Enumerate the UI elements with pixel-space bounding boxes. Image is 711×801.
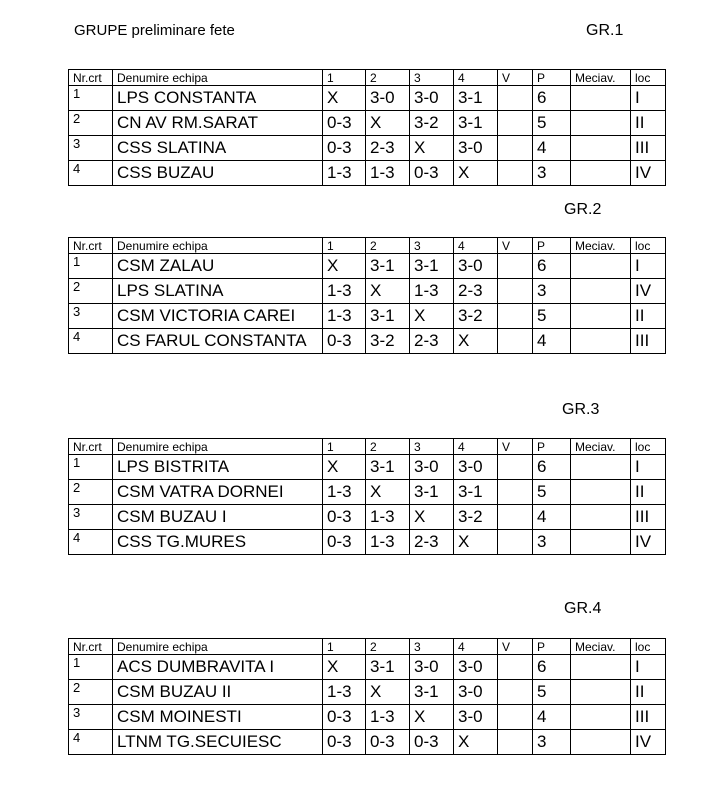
row-nr: 2 bbox=[69, 111, 113, 136]
team-name: CSM VATRA DORNEI bbox=[113, 480, 323, 505]
result-1: 0-3 bbox=[323, 329, 366, 354]
row-nr: 1 bbox=[69, 455, 113, 480]
meciav bbox=[571, 455, 631, 480]
table-row bbox=[69, 111, 666, 136]
group-2-table bbox=[68, 237, 666, 354]
points: 5 bbox=[533, 480, 571, 505]
meciav bbox=[571, 655, 631, 680]
result-4: 3-2 bbox=[454, 505, 498, 530]
row-nr: 2 bbox=[69, 480, 113, 505]
header-3: 3 bbox=[410, 639, 454, 655]
row-nr: 1 bbox=[69, 86, 113, 111]
result-2: X bbox=[366, 680, 410, 705]
points: 4 bbox=[533, 136, 571, 161]
header-nr: Nr.crt bbox=[69, 238, 113, 254]
document-title: GRUPE preliminare fete bbox=[74, 22, 235, 39]
row-nr: 3 bbox=[69, 304, 113, 329]
result-1: 0-3 bbox=[323, 730, 366, 755]
header-meciav: Meciav. bbox=[571, 639, 631, 655]
victories bbox=[498, 329, 533, 354]
place: II bbox=[631, 480, 666, 505]
victories bbox=[498, 279, 533, 304]
result-1: X bbox=[323, 455, 366, 480]
place: III bbox=[631, 505, 666, 530]
place: IV bbox=[631, 161, 666, 186]
header-3: 3 bbox=[410, 238, 454, 254]
team-name: CSM MOINESTI bbox=[113, 705, 323, 730]
group-4-table bbox=[68, 638, 666, 755]
header-team: Denumire echipa bbox=[113, 439, 323, 455]
result-2: 3-1 bbox=[366, 254, 410, 279]
result-3: 3-1 bbox=[410, 254, 454, 279]
header-nr: Nr.crt bbox=[69, 639, 113, 655]
result-1: X bbox=[323, 655, 366, 680]
header-team: Denumire echipa bbox=[113, 639, 323, 655]
victories bbox=[498, 136, 533, 161]
points: 3 bbox=[533, 279, 571, 304]
meciav bbox=[571, 161, 631, 186]
meciav bbox=[571, 86, 631, 111]
meciav bbox=[571, 279, 631, 304]
result-3: X bbox=[410, 705, 454, 730]
header-v: V bbox=[498, 439, 533, 455]
result-2: 1-3 bbox=[366, 530, 410, 555]
result-3: 2-3 bbox=[410, 530, 454, 555]
place: I bbox=[631, 254, 666, 279]
result-2: X bbox=[366, 480, 410, 505]
group-3-table bbox=[68, 438, 666, 555]
result-1: 0-3 bbox=[323, 705, 366, 730]
table-row bbox=[69, 505, 666, 530]
group-2-label: GR.2 bbox=[564, 201, 602, 218]
victories bbox=[498, 680, 533, 705]
header-p: P bbox=[533, 639, 571, 655]
table-row bbox=[69, 161, 666, 186]
meciav bbox=[571, 254, 631, 279]
result-4: 3-0 bbox=[454, 705, 498, 730]
result-1: 1-3 bbox=[323, 480, 366, 505]
table-row bbox=[69, 86, 666, 111]
row-nr: 3 bbox=[69, 705, 113, 730]
team-name: LPS CONSTANTA bbox=[113, 86, 323, 111]
header-meciav: Meciav. bbox=[571, 439, 631, 455]
header-loc: loc bbox=[631, 238, 666, 254]
table-row bbox=[69, 455, 666, 480]
table-row bbox=[69, 254, 666, 279]
result-4: 3-0 bbox=[454, 136, 498, 161]
header-loc: loc bbox=[631, 439, 666, 455]
result-3: 2-3 bbox=[410, 329, 454, 354]
meciav bbox=[571, 730, 631, 755]
place: IV bbox=[631, 279, 666, 304]
header-2: 2 bbox=[366, 439, 410, 455]
result-3: 0-3 bbox=[410, 161, 454, 186]
result-2: 3-0 bbox=[366, 86, 410, 111]
result-2: 0-3 bbox=[366, 730, 410, 755]
header-row bbox=[69, 439, 666, 455]
place: II bbox=[631, 304, 666, 329]
header-1: 1 bbox=[323, 439, 366, 455]
header-2: 2 bbox=[366, 70, 410, 86]
header-v: V bbox=[498, 238, 533, 254]
header-1: 1 bbox=[323, 639, 366, 655]
header-loc: loc bbox=[631, 639, 666, 655]
header-4: 4 bbox=[454, 439, 498, 455]
victories bbox=[498, 730, 533, 755]
header-nr: Nr.crt bbox=[69, 70, 113, 86]
result-4: 3-2 bbox=[454, 304, 498, 329]
points: 6 bbox=[533, 86, 571, 111]
table-row bbox=[69, 655, 666, 680]
header-4: 4 bbox=[454, 70, 498, 86]
header-4: 4 bbox=[454, 238, 498, 254]
result-4: 3-0 bbox=[454, 254, 498, 279]
header-v: V bbox=[498, 639, 533, 655]
table-row bbox=[69, 680, 666, 705]
result-2: 3-2 bbox=[366, 329, 410, 354]
points: 6 bbox=[533, 254, 571, 279]
result-4: 2-3 bbox=[454, 279, 498, 304]
header-2: 2 bbox=[366, 238, 410, 254]
victories bbox=[498, 86, 533, 111]
result-2: 1-3 bbox=[366, 505, 410, 530]
result-3: X bbox=[410, 136, 454, 161]
result-3: 3-2 bbox=[410, 111, 454, 136]
points: 6 bbox=[533, 655, 571, 680]
team-name: CSS SLATINA bbox=[113, 136, 323, 161]
row-nr: 3 bbox=[69, 505, 113, 530]
group-4-label: GR.4 bbox=[564, 600, 602, 617]
result-4: 3-1 bbox=[454, 480, 498, 505]
result-1: 0-3 bbox=[323, 111, 366, 136]
team-name: CSS BUZAU bbox=[113, 161, 323, 186]
header-meciav: Meciav. bbox=[571, 238, 631, 254]
header-nr: Nr.crt bbox=[69, 439, 113, 455]
group-1-table bbox=[68, 69, 666, 186]
place: II bbox=[631, 111, 666, 136]
row-nr: 2 bbox=[69, 279, 113, 304]
result-2: 3-1 bbox=[366, 455, 410, 480]
row-nr: 4 bbox=[69, 530, 113, 555]
result-3: X bbox=[410, 505, 454, 530]
victories bbox=[498, 655, 533, 680]
result-3: 3-1 bbox=[410, 680, 454, 705]
table-row bbox=[69, 480, 666, 505]
result-4: X bbox=[454, 530, 498, 555]
meciav bbox=[571, 705, 631, 730]
result-1: 1-3 bbox=[323, 680, 366, 705]
meciav bbox=[571, 530, 631, 555]
team-name: CSM ZALAU bbox=[113, 254, 323, 279]
meciav bbox=[571, 329, 631, 354]
team-name: CSM BUZAU I bbox=[113, 505, 323, 530]
result-1: X bbox=[323, 86, 366, 111]
result-1: X bbox=[323, 254, 366, 279]
team-name: ACS DUMBRAVITA I bbox=[113, 655, 323, 680]
header-3: 3 bbox=[410, 439, 454, 455]
team-name: LPS SLATINA bbox=[113, 279, 323, 304]
result-3: 3-1 bbox=[410, 480, 454, 505]
table-row bbox=[69, 530, 666, 555]
table-row bbox=[69, 136, 666, 161]
result-1: 1-3 bbox=[323, 304, 366, 329]
group-3-label: GR.3 bbox=[562, 401, 600, 418]
victories bbox=[498, 254, 533, 279]
table-row bbox=[69, 279, 666, 304]
points: 4 bbox=[533, 329, 571, 354]
team-name: CSM VICTORIA CAREI bbox=[113, 304, 323, 329]
team-name: LPS BISTRITA bbox=[113, 455, 323, 480]
result-1: 0-3 bbox=[323, 505, 366, 530]
row-nr: 4 bbox=[69, 329, 113, 354]
points: 4 bbox=[533, 505, 571, 530]
result-3: 0-3 bbox=[410, 730, 454, 755]
points: 3 bbox=[533, 530, 571, 555]
victories bbox=[498, 480, 533, 505]
table-row bbox=[69, 730, 666, 755]
table-row bbox=[69, 329, 666, 354]
victories bbox=[498, 505, 533, 530]
team-name: CSS TG.MURES bbox=[113, 530, 323, 555]
header-3: 3 bbox=[410, 70, 454, 86]
result-4: 3-0 bbox=[454, 680, 498, 705]
header-loc: loc bbox=[631, 70, 666, 86]
victories bbox=[498, 304, 533, 329]
header-row bbox=[69, 70, 666, 86]
group-1-label: GR.1 bbox=[586, 22, 624, 39]
place: III bbox=[631, 329, 666, 354]
row-nr: 1 bbox=[69, 655, 113, 680]
result-1: 1-3 bbox=[323, 161, 366, 186]
team-name: CS FARUL CONSTANTA bbox=[113, 329, 323, 354]
header-v: V bbox=[498, 70, 533, 86]
row-nr: 3 bbox=[69, 136, 113, 161]
header-2: 2 bbox=[366, 639, 410, 655]
meciav bbox=[571, 505, 631, 530]
row-nr: 2 bbox=[69, 680, 113, 705]
victories bbox=[498, 161, 533, 186]
points: 3 bbox=[533, 161, 571, 186]
team-name: CN AV RM.SARAT bbox=[113, 111, 323, 136]
points: 5 bbox=[533, 304, 571, 329]
result-4: X bbox=[454, 161, 498, 186]
meciav bbox=[571, 480, 631, 505]
place: IV bbox=[631, 530, 666, 555]
victories bbox=[498, 455, 533, 480]
table-row bbox=[69, 304, 666, 329]
result-2: 2-3 bbox=[366, 136, 410, 161]
team-name: CSM BUZAU II bbox=[113, 680, 323, 705]
points: 5 bbox=[533, 680, 571, 705]
header-1: 1 bbox=[323, 70, 366, 86]
header-row bbox=[69, 238, 666, 254]
result-3: 1-3 bbox=[410, 279, 454, 304]
victories bbox=[498, 705, 533, 730]
result-2: 3-1 bbox=[366, 304, 410, 329]
victories bbox=[498, 111, 533, 136]
result-1: 0-3 bbox=[323, 530, 366, 555]
row-nr: 1 bbox=[69, 254, 113, 279]
result-4: 3-1 bbox=[454, 111, 498, 136]
result-3: X bbox=[410, 304, 454, 329]
result-2: 1-3 bbox=[366, 161, 410, 186]
place: II bbox=[631, 680, 666, 705]
table-row bbox=[69, 705, 666, 730]
result-2: X bbox=[366, 111, 410, 136]
team-name: LTNM TG.SECUIESC bbox=[113, 730, 323, 755]
place: IV bbox=[631, 730, 666, 755]
result-1: 0-3 bbox=[323, 136, 366, 161]
result-2: 3-1 bbox=[366, 655, 410, 680]
header-p: P bbox=[533, 439, 571, 455]
result-4: 3-0 bbox=[454, 455, 498, 480]
result-4: 3-1 bbox=[454, 86, 498, 111]
meciav bbox=[571, 136, 631, 161]
header-team: Denumire echipa bbox=[113, 70, 323, 86]
result-4: X bbox=[454, 329, 498, 354]
points: 4 bbox=[533, 705, 571, 730]
result-3: 3-0 bbox=[410, 655, 454, 680]
result-2: X bbox=[366, 279, 410, 304]
header-p: P bbox=[533, 238, 571, 254]
row-nr: 4 bbox=[69, 161, 113, 186]
header-meciav: Meciav. bbox=[571, 70, 631, 86]
meciav bbox=[571, 680, 631, 705]
points: 6 bbox=[533, 455, 571, 480]
place: I bbox=[631, 655, 666, 680]
points: 3 bbox=[533, 730, 571, 755]
points: 5 bbox=[533, 111, 571, 136]
place: III bbox=[631, 136, 666, 161]
header-row bbox=[69, 639, 666, 655]
header-1: 1 bbox=[323, 238, 366, 254]
header-4: 4 bbox=[454, 639, 498, 655]
result-3: 3-0 bbox=[410, 455, 454, 480]
place: III bbox=[631, 705, 666, 730]
result-1: 1-3 bbox=[323, 279, 366, 304]
result-4: X bbox=[454, 730, 498, 755]
result-3: 3-0 bbox=[410, 86, 454, 111]
result-4: 3-0 bbox=[454, 655, 498, 680]
place: I bbox=[631, 455, 666, 480]
victories bbox=[498, 530, 533, 555]
header-team: Denumire echipa bbox=[113, 238, 323, 254]
meciav bbox=[571, 111, 631, 136]
place: I bbox=[631, 86, 666, 111]
row-nr: 4 bbox=[69, 730, 113, 755]
meciav bbox=[571, 304, 631, 329]
result-2: 1-3 bbox=[366, 705, 410, 730]
header-p: P bbox=[533, 70, 571, 86]
